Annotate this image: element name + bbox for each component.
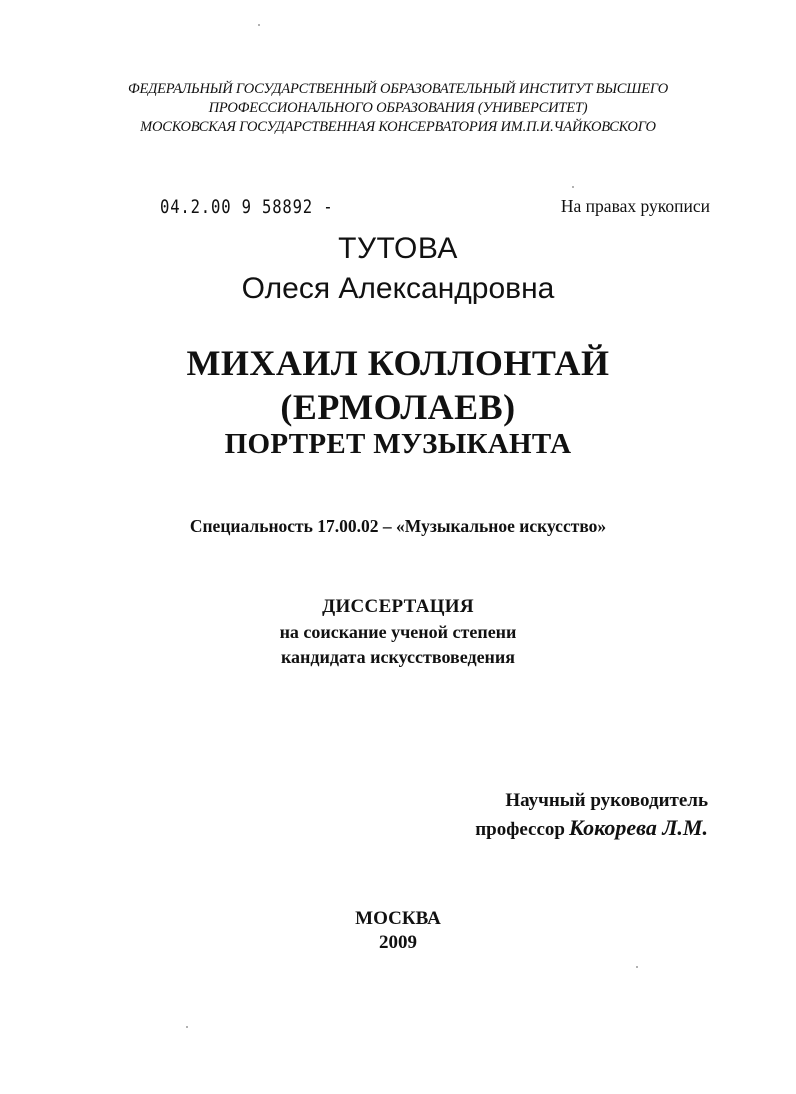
year: 2009 [379, 932, 417, 953]
supervisor-line [475, 815, 708, 841]
scan-speck [636, 966, 638, 968]
institution-line-1: ФЕДЕРАЛЬНЫЙ ГОСУДАРСТВЕННЫЙ ОБРАЗОВАТЕЛЬНЫЙ ИНСТИТУТ ВЫСШЕГО [128, 81, 668, 97]
institution-line-2: ПРОФЕССИОНАЛЬНОГО ОБРАЗОВАНИЯ (УНИВЕРСИТЕТ) [208, 100, 588, 116]
degree-line-1: на соискание ученой степени [279, 622, 517, 642]
degree-heading: ДИССЕРТАЦИЯ [322, 596, 474, 617]
institution-line-3: МОСКОВСКАЯ ГОСУДАРСТВЕННАЯ КОНСЕРВАТОРИЯ ИМ.П.И.ЧАЙКОВСКОГО [140, 119, 656, 135]
author-given-names: Олеся Александровна [241, 272, 555, 305]
author-surname: ТУТОВА [338, 232, 458, 265]
title-line-2: (ЕРМОЛАЕВ) [280, 387, 516, 427]
city: МОСКВА [355, 908, 441, 929]
catalog-number: 04.2.00 9 58892 - [160, 196, 334, 218]
supervisor-label: Научный руководитель [505, 790, 708, 811]
scan-speck [186, 1026, 188, 1028]
specialty: Специальность 17.00.02 – «Музыкальное искусство» [189, 516, 607, 536]
manuscript-note: На правах рукописи [560, 196, 710, 216]
scan-speck [258, 24, 260, 26]
title-line-3: ПОРТРЕТ МУЗЫКАНТА [224, 428, 572, 460]
title-line-1: МИХАИЛ КОЛЛОНТАЙ [186, 343, 610, 383]
degree-line-2: кандидата искусствоведения [280, 647, 516, 667]
institution-header [0, 80, 796, 137]
scan-speck [572, 186, 574, 188]
supervisor-name: Кокорева Л.М. [569, 815, 708, 840]
supervisor-title: профессор [475, 819, 565, 840]
